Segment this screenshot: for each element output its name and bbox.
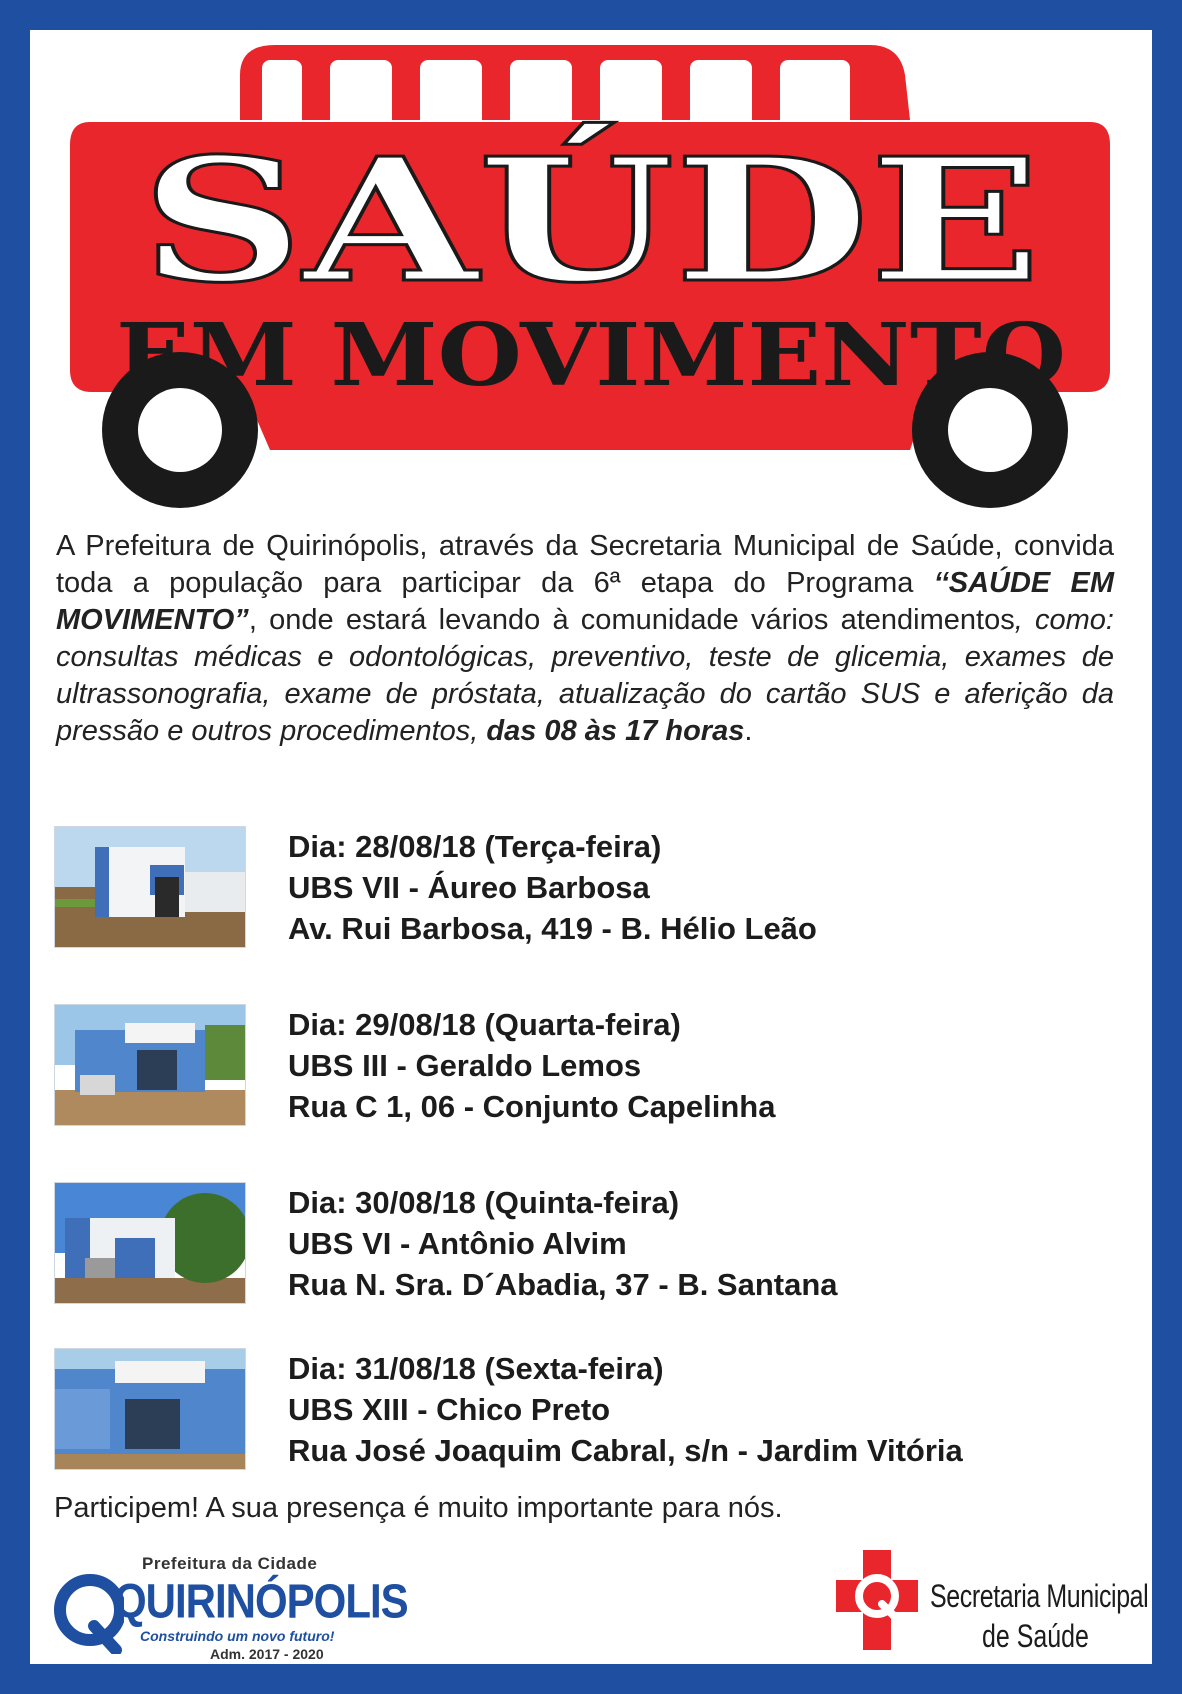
location-photo: [54, 1004, 246, 1126]
location-item: [54, 1182, 1144, 1307]
prefeitura-adm: Adm. 2017 - 2020: [210, 1646, 324, 1662]
location-item: [54, 1004, 1144, 1129]
prefeitura-name: QUIRINÓPOLIS: [114, 1574, 408, 1629]
location-unit: UBS III - Geraldo Lemos: [288, 1048, 642, 1083]
location-address: Rua C 1, 06 - Conjunto Capelinha: [288, 1089, 776, 1124]
intro-paragraph: [56, 528, 1114, 750]
secretaria-line2: de Saúde: [982, 1618, 1089, 1654]
location-info: [288, 1182, 838, 1305]
intro-text-1: A Prefeitura de Quirinópolis, através da Secretaria Municipal de Saúde, convida toda a população para participar da 6ª etapa do Programa: [56, 530, 1114, 599]
location-photo: [54, 826, 246, 948]
location-photo: [54, 1348, 246, 1470]
location-address: Rua José Joaquim Cabral, s/n - Jardim Vitória: [288, 1433, 963, 1468]
title-em-movimento: EM MOVIMENTO: [116, 305, 1066, 406]
location-unit: UBS VII - Áureo Barbosa: [288, 870, 650, 905]
program-name: ‘‘SAÚDE EM MOVIMENTO”: [56, 567, 1115, 636]
prefeitura-slogan: Construindo um novo futuro!: [140, 1628, 335, 1644]
location-unit: UBS VI - Antônio Alvim: [288, 1226, 627, 1261]
location-item: [54, 826, 1144, 951]
intro-end: .: [744, 715, 753, 747]
location-info: [288, 1004, 775, 1127]
location-date: Dia: 28/08/18 (Terça-feira): [288, 829, 662, 864]
secretaria-line1: Secretaria Municipal: [930, 1578, 1149, 1614]
location-date: Dia: 31/08/18 (Sexta-feira): [288, 1351, 664, 1386]
location-address: Rua N. Sra. D´Abadia, 37 - B. Santana: [288, 1267, 838, 1302]
location-photo: [54, 1182, 246, 1304]
title-saude: SAÚDE: [141, 121, 1041, 321]
location-address: Av. Rui Barbosa, 419 - B. Hélio Leão: [288, 911, 817, 946]
hours-text: das 08 às 17 horas: [486, 715, 745, 747]
van-logo: [30, 30, 1152, 540]
secretaria-logo: [836, 1550, 1149, 1660]
services-list: , como: consultas médicas e odontológicas, preventivo, teste de glicemia, exames de ultrassonografia, exame de próstata, atualização do cartão SUS e aferição da pressão e outros procedimentos,: [56, 604, 1114, 747]
intro-text-2: , onde estará levando à comunidade vários atendimentos: [248, 604, 1015, 636]
location-date: Dia: 29/08/18 (Quarta-feira): [288, 1007, 681, 1042]
prefeitura-top: Prefeitura da Cidade: [142, 1554, 318, 1573]
location-date: Dia: 30/08/18 (Quinta-feira): [288, 1185, 680, 1220]
red-cross-icon: [836, 1550, 918, 1650]
location-item: [54, 1348, 1144, 1473]
closing-text: Participem! A sua presença é muito importante para nós.: [54, 1492, 783, 1524]
poster: [30, 30, 1152, 1664]
location-info: [288, 1348, 963, 1471]
prefeitura-logo: [44, 1550, 408, 1662]
location-unit: UBS XIII - Chico Preto: [288, 1392, 611, 1427]
location-info: [288, 826, 817, 949]
